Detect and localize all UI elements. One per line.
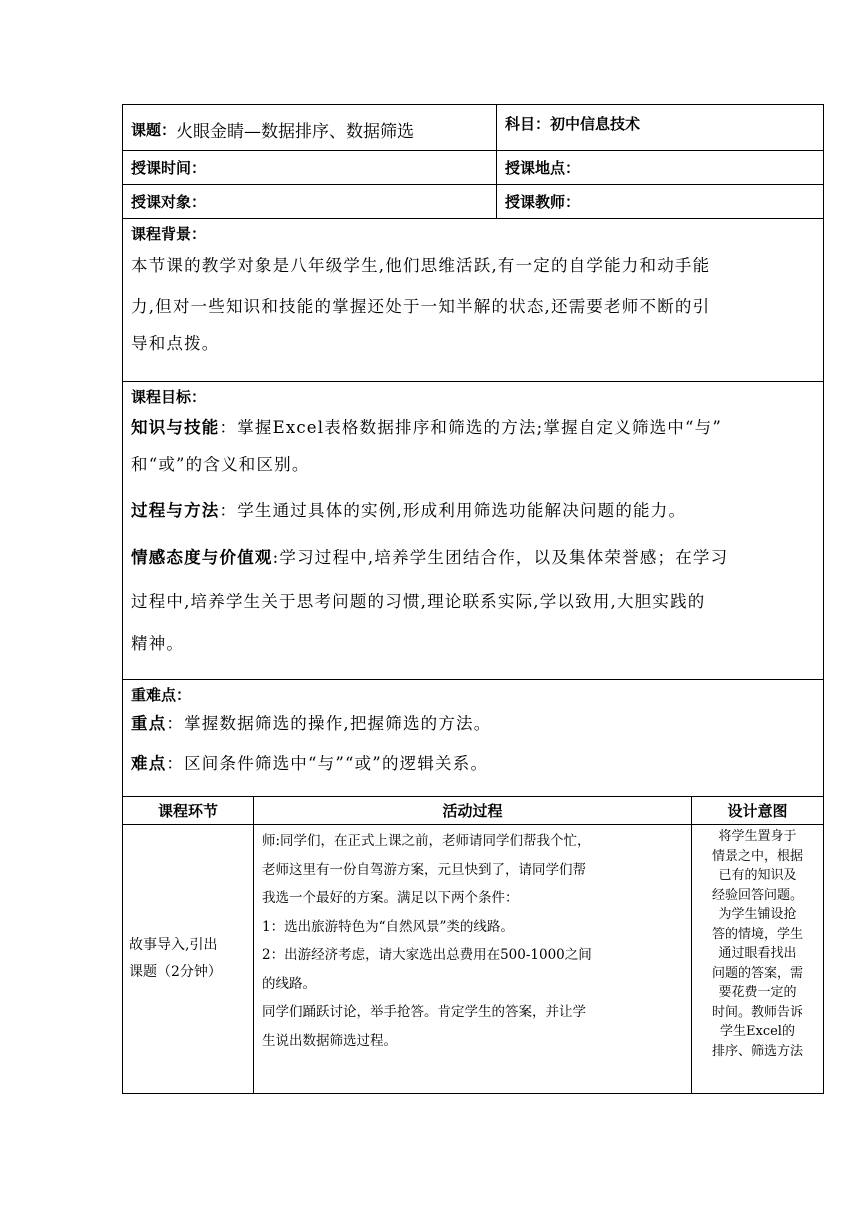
time-cell: [123, 151, 497, 184]
background-line-2: 力,但对一些知识和技能的掌握还处于一知半解的状态,还需要老师不断的引: [131, 297, 711, 316]
stage-line-1: 故事导入,引出: [129, 937, 218, 953]
audience-cell: [123, 185, 497, 218]
knowledge-text-1: ：掌握Excel表格数据排序和筛选的方法;掌握自定义筛选中“与”: [219, 418, 722, 437]
goals-block: [123, 382, 823, 679]
background-block: [123, 219, 823, 381]
process-text: ：学生通过具体的实例,形成利用筛选功能解决问题的能力。: [219, 501, 687, 520]
process-label: 过程与方法: [131, 501, 220, 520]
key-text: ：掌握数据筛选的操作,把握筛选的方法。: [166, 714, 492, 733]
place-label: 授课地点：: [505, 159, 581, 177]
subject-value: 初中信息技术: [550, 115, 641, 133]
difficulty-text: ：区间条件筛选中“与”“或”的逻辑关系。: [166, 754, 489, 773]
col-activity-header: 活动过程: [254, 797, 692, 824]
col-stage-header: 课程环节: [123, 797, 254, 824]
activity-cell: [254, 825, 692, 1093]
topic-cell: [123, 105, 497, 150]
intent-line-11: 学生Excel的: [720, 1024, 795, 1039]
goals-section: [122, 381, 824, 679]
teacher-cell: [497, 185, 823, 218]
stage-line-2: 课题（2分钟）: [129, 964, 222, 980]
process-line: [131, 483, 815, 538]
place-cell: [497, 151, 823, 184]
teacher-label: 授课教师：: [505, 193, 581, 211]
keypoints-section: [122, 679, 824, 796]
activity-line-4: 1：选出旅游特色为“自然风景”类的线路。: [262, 918, 514, 935]
intent-line-3: 已有的知识及: [718, 868, 797, 883]
intent-line-9: 要花费一定的: [718, 985, 797, 1000]
knowledge-line-1: [131, 408, 815, 447]
background-line-3: 导和点拨。: [131, 334, 220, 353]
intent-line-4: 经验回答问题。: [711, 887, 803, 903]
subject-cell: [497, 105, 823, 150]
intent-line-5: 为学生铺设抢: [718, 907, 797, 922]
time-row: [122, 150, 824, 184]
activity-line-8: 生说出数据筛选过程。: [262, 1032, 397, 1049]
difficulty-line: [131, 742, 815, 786]
activity-line-6: 的线路。: [262, 975, 316, 992]
emotion-line-2: 过程中,培养学生关于思考问题的习惯,理论联系实际,学以致用,大胆实践的: [131, 592, 706, 611]
intent-line-12: 排序、筛选方法: [711, 1043, 803, 1059]
audience-label: 授课对象：: [131, 193, 207, 211]
difficulty-label: 难点: [131, 754, 167, 773]
intent-cell: [692, 825, 823, 1093]
time-label: 授课时间：: [131, 159, 207, 177]
emotion-line-3: 精神。: [131, 634, 185, 653]
subject-label: 科目：: [505, 115, 551, 133]
lesson-plan-table: [122, 104, 824, 1094]
key-line: [131, 706, 815, 742]
knowledge-line-2: 和“或”的含义和区别。: [131, 455, 310, 474]
intent-line-2: 情景之中，根据: [711, 848, 803, 864]
emotion-text-1: :学习过程中,培养学生团结合作，以及集体荣誉感；在学习: [272, 548, 729, 567]
emotion-line-1: [131, 538, 815, 578]
emotion-label: 情感态度与价值观: [131, 548, 273, 567]
knowledge-label: 知识与技能: [131, 418, 220, 437]
col-intent-header: 设计意图: [727, 802, 788, 820]
keypoints-block: [123, 680, 823, 796]
topic-value: 火眼金睛—数据排序、数据筛选: [176, 122, 415, 142]
topic-row: [122, 104, 824, 150]
intent-line-7: 通过眼看找出: [718, 946, 797, 961]
activity-line-3: 我选一个最好的方案。满足以下两个条件：: [262, 890, 519, 906]
activity-line-1: 师:同学们，在正式上课之前，老师请同学们帮我个忙，: [262, 833, 591, 849]
background-label: 课程背景：: [131, 225, 207, 243]
activity-line-2: 老师这里有一份自驾游方案，元旦快到了，请同学们帮: [262, 861, 586, 878]
intent-line-8: 问题的答案，需: [711, 965, 803, 981]
background-line-1: 本节课的教学对象是八年级学生,他们思维活跃,有一定的自学能力和动手能: [131, 256, 711, 275]
activity-line-5: 2：出游经济考虑，请大家选出总费用在500-1000之间: [262, 947, 592, 963]
topic-label: 课题：: [131, 121, 177, 139]
intent-line-10: 时间。教师告诉: [711, 1004, 803, 1020]
keypoints-label: 重难点：: [131, 686, 192, 704]
table-header-row: [122, 796, 824, 824]
activity-line-7: 同学们踊跃讨论，举手抢答。肯定学生的答案，并让学: [262, 1004, 586, 1020]
goals-label: 课程目标：: [131, 388, 207, 406]
stage-cell: [123, 825, 254, 1093]
intent-line-6: 答的情境，学生: [711, 926, 803, 942]
table-row: [122, 824, 824, 1094]
audience-row: [122, 184, 824, 218]
key-label: 重点: [131, 714, 167, 733]
background-section: [122, 218, 824, 381]
intent-line-1: 将学生置身于: [718, 829, 797, 844]
